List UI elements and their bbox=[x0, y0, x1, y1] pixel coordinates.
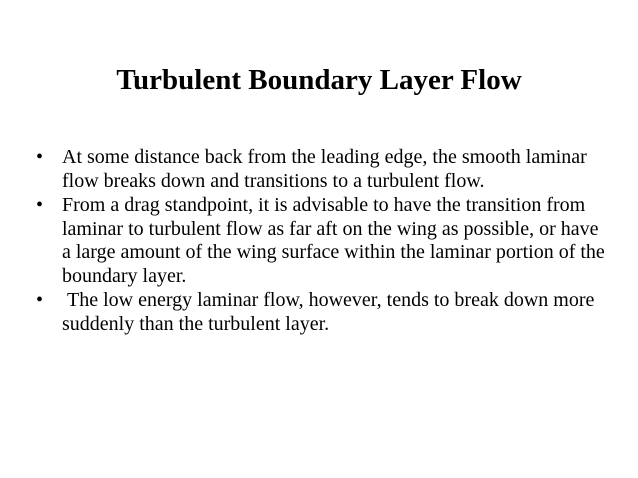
bullet-text-1: At some distance back from the leading edge, the smooth laminar flow breaks down and transitions to a turbulent flow. bbox=[62, 146, 592, 192]
bullet-icon: • bbox=[36, 289, 44, 311]
bullet-text-2: From a drag standpoint, it is advisable to have the transition from laminar to turbulent flow as far aft on the wing as possible, or have a large amount of the wing surface within the laminar portion of the boundary layer. bbox=[62, 194, 610, 287]
bullet-icon: • bbox=[36, 194, 44, 216]
bullet-text-3: The low energy laminar flow, however, tends to break down more suddenly than the turbulent layer. bbox=[62, 289, 600, 335]
bullet-item-3 bbox=[36, 289, 606, 336]
bullet-icon: • bbox=[36, 146, 44, 168]
bullet-list bbox=[36, 146, 610, 337]
bullet-item-2 bbox=[36, 194, 610, 288]
bullet-item-1 bbox=[36, 146, 606, 193]
slide-title: Turbulent Boundary Layer Flow bbox=[116, 64, 522, 96]
